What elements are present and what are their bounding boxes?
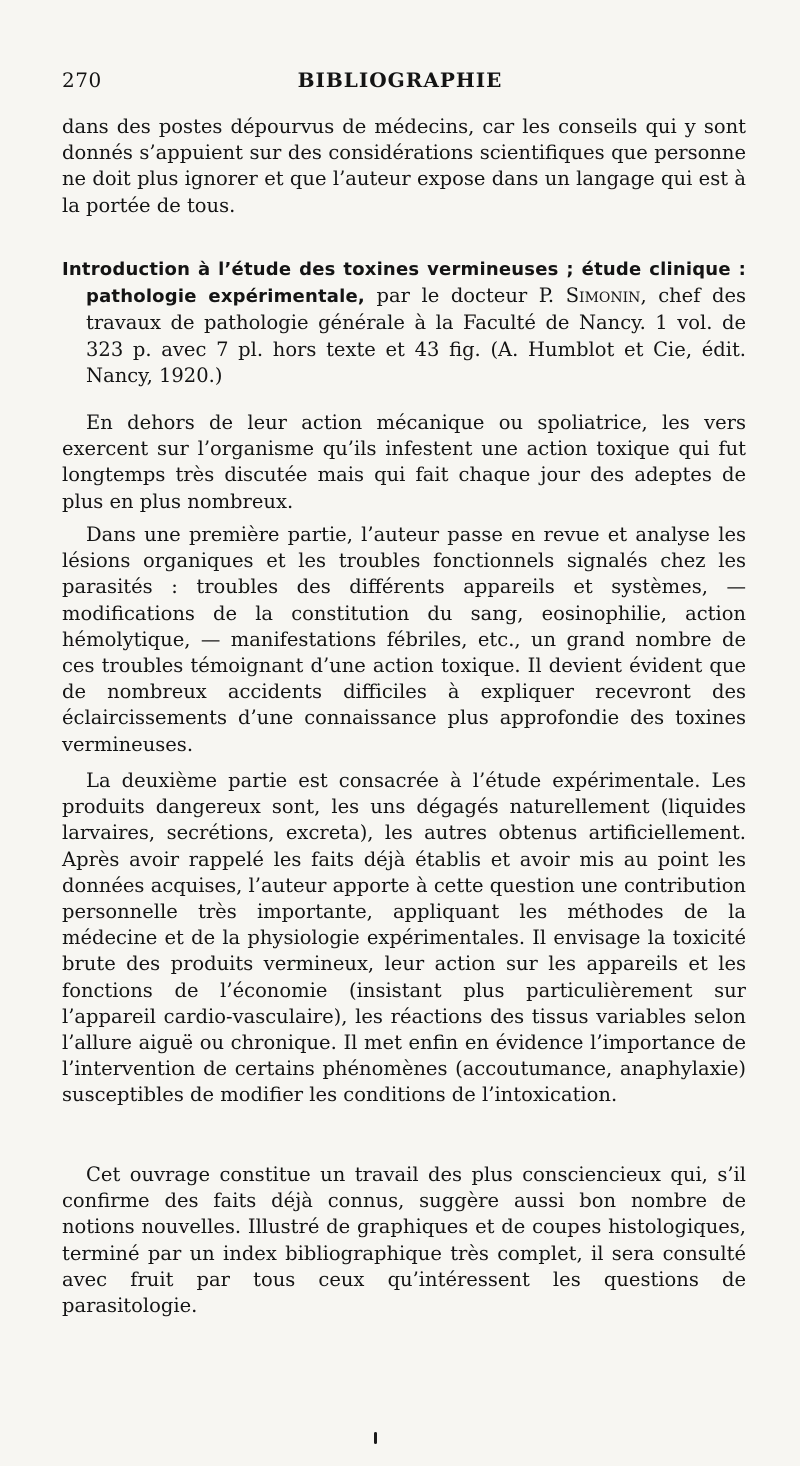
entry-details: , chef des travaux de pathologie générale à la Faculté de Nancy. 1 vol. de 323 p. avec 7 pl. hors texte et 43 fig. (A. Humblot et Cie, édit. Nancy, 1920.) [86,284,747,387]
review-paragraph-3: La deuxième partie est consacrée à l’étude expérimentale. Les produits dangereux sont, les uns dégagés naturellement (liquides larvaires, secrétions, excreta), les autres obtenus artificiellement. Après avoir rappelé les faits déjà établis et avoir mis au point les données acquises, l’auteur apporte à cette question une contribution personnelle très importante, appliquant les méthodes de la médecine et de la physiologie expérimentales. Il envisage la toxicité brute des produits vermineux, leur action sur les appareils et les fonctions de l’économie (insistant plus particulièrement sur l’appareil cardio-vasculaire), les réactions des tissus variables selon l’allure aiguë ou chronique. Il met enfin en évidence l’importance de l’intervention de certains phénomènes (accoutumance, anaphylaxie) susceptibles de modifier les conditions de l’intoxication. [62,769,746,1107]
print-mark [374,1432,377,1444]
bibliographic-entry [62,256,746,389]
review-paragraph-2: Dans une première partie, l’auteur passe en revue et analyse les lésions organiques et les troubles fonctionnels signalés chez les parasités : troubles des différents appareils et systèmes, — modifications de la constitution du sang, eosinophilie, action hémolytique, — manifestations fébriles, etc., un grand nombre de ces troubles témoignant d’une action toxique. Il devient évident que de nombreux accidents difficiles à expliquer recevront des éclaircissements d’une connaissance plus approfondie des toxines vermineuses. [62,523,746,756]
running-title: BIBLIOGRAPHIE [297,68,503,92]
page-header [62,68,738,102]
entry-author-name: Simonin [565,284,641,308]
entry-title: Introduction à l’étude des toxines vermineuses ; étude clinique : pathologie expérimentale, [62,259,746,308]
review-paragraph-4: Cet ouvrage constitue un travail des plus consciencieux qui, s’il confirme des faits déjà connus, suggère aussi bon nombre de notions nouvelles. Illustré de graphiques et de coupes histologiques, terminé par un index bibliographique très complet, il sera consulté avec fruit par tous ceux qu’intéressent les questions de parasitologie. [62,1163,746,1318]
page-number: 270 [62,68,102,92]
entry-author-prefix: par le docteur P. [364,284,566,308]
continued-paragraph: dans des postes dépourvus de médecins, car les conseils qui y sont donnés s’appuient sur des considérations scientifiques que personne ne doit plus ignorer et que l’auteur expose dans un langage qui est à la portée de tous. [62,115,746,217]
review-paragraph-1: En dehors de leur action mécanique ou spoliatrice, les vers exercent sur l’organisme qu’ils infestent une action toxique qui fut longtemps très discutée mais qui fait chaque jour des adeptes de plus en plus nombreux. [62,411,746,513]
